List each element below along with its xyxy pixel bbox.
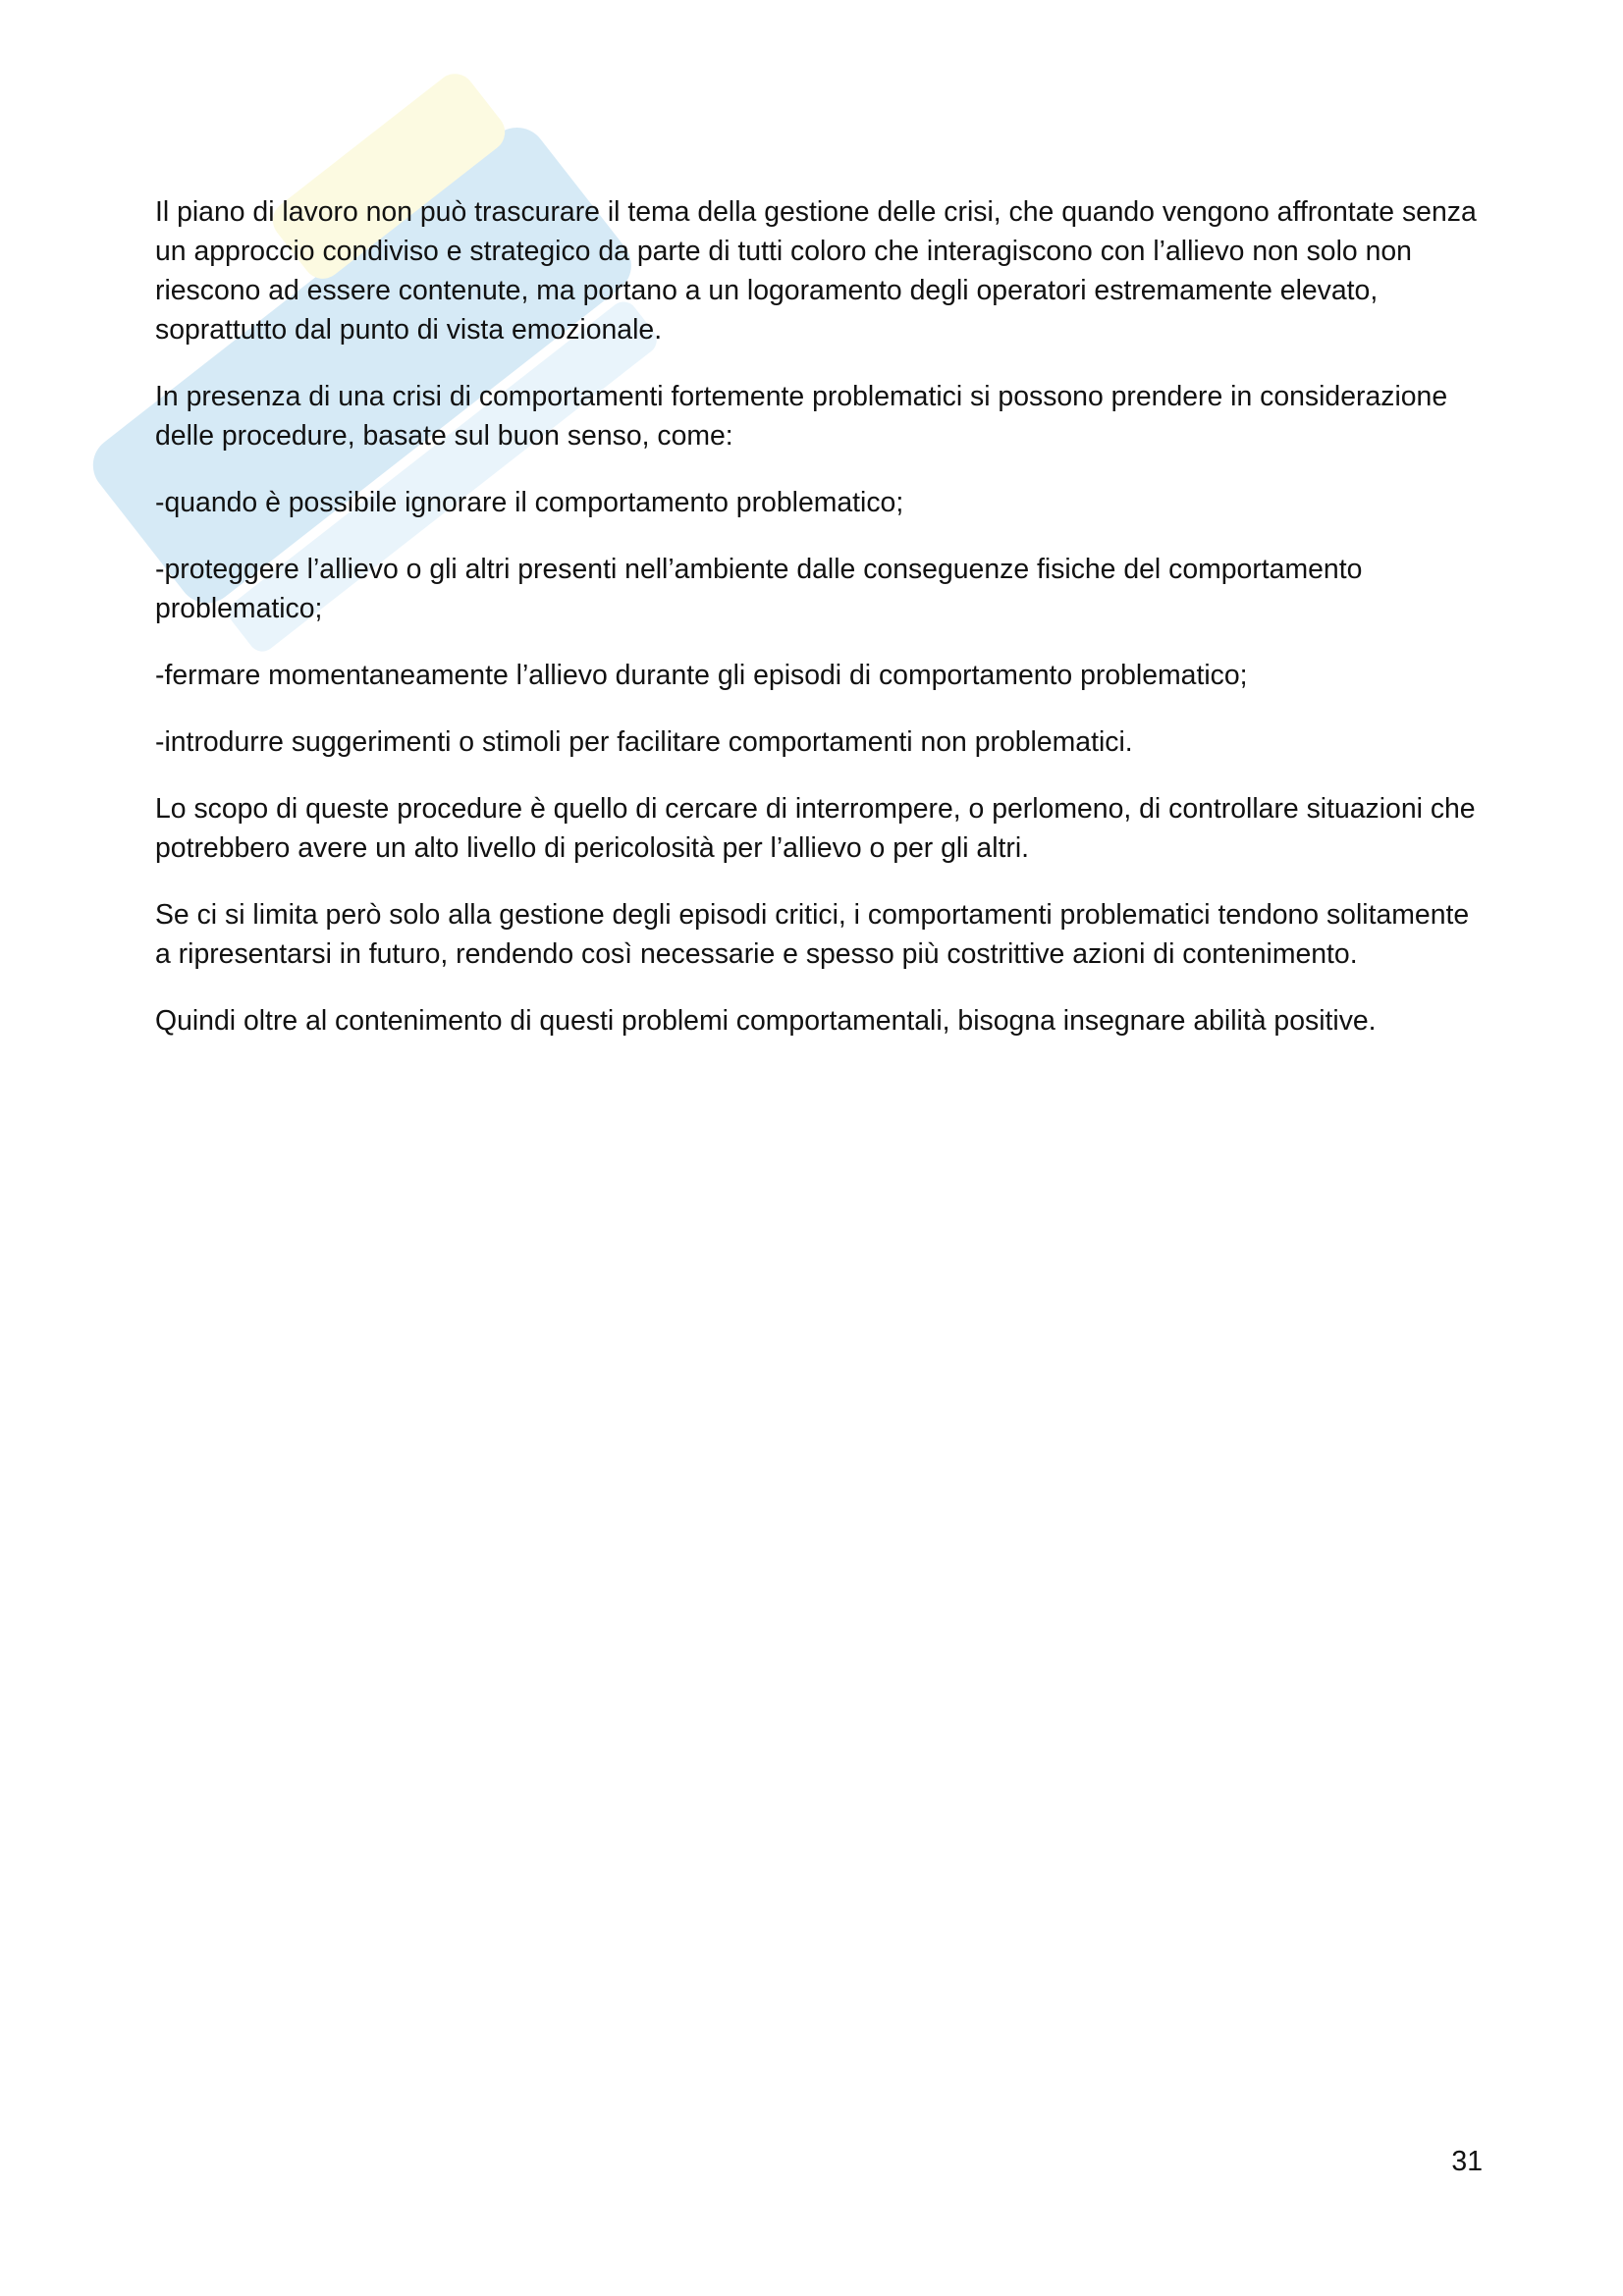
paragraph-critical-episodes: Se ci si limita però solo alla gestione degli episodi critici, i comportamenti problematici tendono solitamente a ripresentarsi in futuro, rendendo così necessarie e spesso più costrittive azioni di contenimento. (155, 899, 1470, 970)
list-item-ignore-behavior: -quando è possibile ignorare il comportamento problematico; (155, 487, 904, 518)
list-item-protect-student: -proteggere l’allievo o gli altri presenti nell’ambiente dalle conseguenze fisiche del comportamento problematico; (155, 554, 1363, 624)
list-item-introduce-prompts: -introdurre suggerimenti o stimoli per facilitare comportamenti non problematici. (155, 726, 1133, 758)
list-item-stop-student: -fermare momentaneamente l’allievo durante gli episodi di comportamento problematico; (155, 660, 1248, 691)
paragraph-crisis-management: Il piano di lavoro non può trascurare il tema della gestione delle crisi, che quando vengono affrontate senza un approccio condiviso e strategico da parte di tutti coloro che interagiscono con l’allievo non solo non riescono ad essere contenute, ma portano a un logoramento degli operatori estremamente elevato, soprattutto dal punto di vista emozionale. (155, 196, 1477, 346)
paragraph-procedures-intro: In presenza di una crisi di comportamenti fortemente problematici si possono prendere in considerazione delle procedure, basate sul buon senso, come: (155, 381, 1448, 452)
document-body (155, 192, 1490, 1068)
paragraph-procedure-purpose: Lo scopo di queste procedure è quello di cercare di interrompere, o perlomeno, di controllare situazioni che potrebbero avere un alto livello di pericolosità per l’allievo o per gli altri. (155, 793, 1476, 864)
paragraph-conclusion: Quindi oltre al contenimento di questi problemi comportamentali, bisogna insegnare abilità positive. (155, 1005, 1377, 1037)
page-number: 31 (1451, 2146, 1483, 2177)
